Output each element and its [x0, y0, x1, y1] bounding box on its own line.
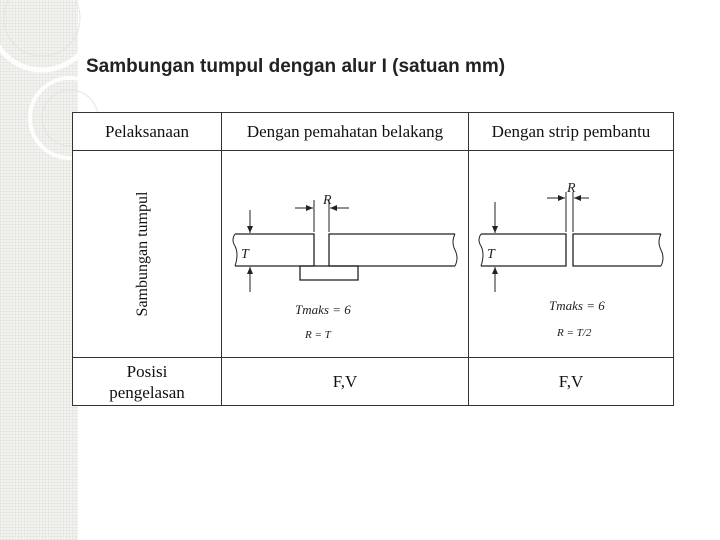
backgouge-label-T: T — [241, 247, 249, 262]
welding-table — [72, 112, 674, 406]
header-pemahatan-belakang: Dengan pemahatan belakang — [222, 113, 469, 151]
figure-backgouge-cell — [222, 151, 469, 358]
table-row-sambungan — [73, 151, 674, 358]
strip-label-R: R — [567, 181, 576, 196]
backgouge-formula-R: R = T — [305, 329, 331, 341]
posisi-strip-value: F,V — [469, 358, 674, 406]
slide-title: Sambungan tumpul dengan alur I (satuan mm) — [86, 56, 506, 77]
posisi-label-cell — [73, 358, 222, 406]
butt-joint-backgouge-diagram — [225, 152, 465, 356]
header-strip-pembantu: Dengan strip pembantu — [469, 113, 674, 151]
posisi-backgouge-value: F,V — [222, 358, 469, 406]
row-label-sambungan-tumpul: Sambungan tumpul — [134, 191, 151, 317]
figure-strip-cell — [469, 151, 674, 358]
strip-formula-tmaks: Tmaks = 6 — [549, 298, 605, 313]
table-row-posisi — [73, 358, 674, 406]
posisi-label-line1: Posisi — [126, 361, 168, 381]
table-header-row — [73, 113, 674, 151]
backgouge-formula-tmaks: Tmaks = 6 — [295, 302, 351, 317]
posisi-label-line2: pengelasan — [109, 382, 185, 402]
header-pelaksanaan: Pelaksanaan — [73, 113, 222, 151]
row-label-cell — [73, 151, 222, 358]
butt-joint-strip-diagram — [471, 152, 671, 356]
strip-formula-R: R = T/2 — [557, 327, 592, 339]
strip-label-T: T — [487, 247, 495, 262]
backgouge-label-R: R — [323, 193, 332, 208]
